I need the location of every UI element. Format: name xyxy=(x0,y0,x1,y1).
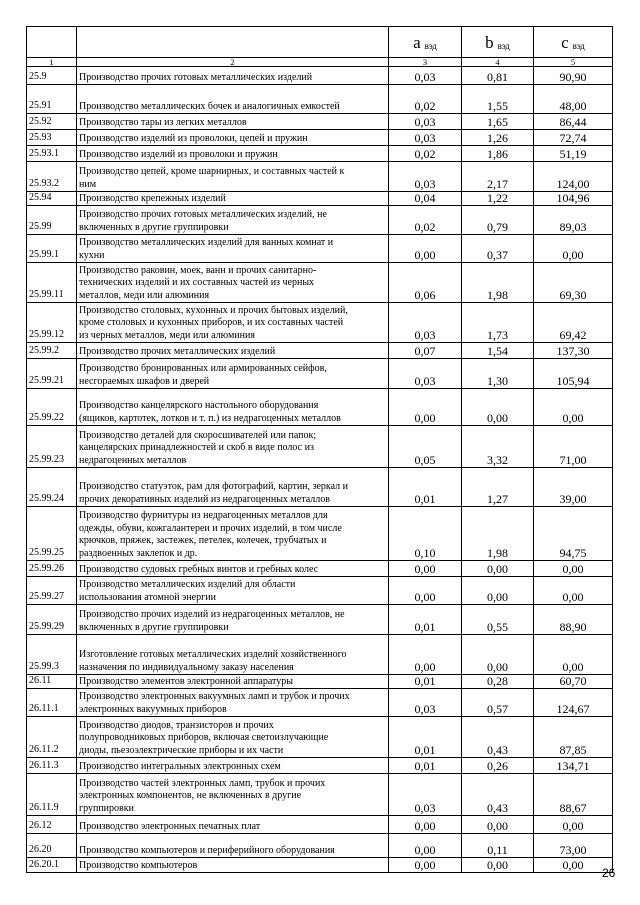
okved-code: 25.94 xyxy=(27,192,77,206)
table-row xyxy=(27,67,613,85)
activity-name-line: Производство электронных вакуумных ламп и трубок и прочих xyxy=(79,691,350,702)
activity-name-line: Производство интегральных электронных схем xyxy=(79,760,281,772)
value-c: 105,94 xyxy=(534,359,613,389)
activity-name xyxy=(77,717,389,758)
value-b: 1,98 xyxy=(462,263,534,303)
activity-name-line: Производство фурнитуры из недрагоценных металлов для xyxy=(79,510,328,521)
value-b: 0,81 xyxy=(462,67,534,85)
table-row xyxy=(27,426,613,468)
value-a: 0,03 xyxy=(389,162,462,192)
okved-code: 26.11.1 xyxy=(27,689,77,717)
value-c: 89,03 xyxy=(534,206,613,235)
table-row xyxy=(27,605,613,635)
value-a: 0,00 xyxy=(389,577,462,605)
column-number-row xyxy=(27,58,613,67)
value-b: 0,00 xyxy=(462,816,534,834)
header-a xyxy=(389,27,462,58)
value-a: 0,06 xyxy=(389,263,462,303)
activity-name-line: Производство столовых, кухонных и прочих бытовых изделий, xyxy=(79,304,348,316)
page-number: 26 xyxy=(602,866,616,880)
value-a: 0,00 xyxy=(389,561,462,577)
value-a: 0,03 xyxy=(389,114,462,130)
table-row xyxy=(27,162,613,192)
column-number: 4 xyxy=(462,58,534,67)
okved-code: 26.20 xyxy=(27,834,77,858)
table-row xyxy=(27,343,613,359)
okved-code: 25.99.3 xyxy=(27,635,77,675)
value-b: 1,26 xyxy=(462,130,534,146)
activity-name-line: Производство электронных печатных плат xyxy=(79,820,261,832)
activity-name xyxy=(77,85,389,114)
activity-name-line: (ящиков, картотек, лотков и т. п.) из недрагоценных металлов xyxy=(79,412,341,424)
okved-code: 25.93.1 xyxy=(27,146,77,162)
value-b: 0,00 xyxy=(462,561,534,577)
header-c-letter: c xyxy=(561,33,569,52)
activity-name xyxy=(77,343,389,359)
value-a: 0,02 xyxy=(389,146,462,162)
activity-name xyxy=(77,114,389,130)
value-b: 0,43 xyxy=(462,717,534,758)
okved-code: 25.99.1 xyxy=(27,235,77,263)
okved-code: 26.11.9 xyxy=(27,774,77,816)
activity-name-line: Производство частей электронных ламп, трубок и прочих xyxy=(79,777,326,789)
value-a: 0,07 xyxy=(389,343,462,359)
activity-name xyxy=(77,206,389,235)
activity-name xyxy=(77,130,389,146)
value-a: 0,00 xyxy=(389,389,462,426)
activity-name xyxy=(77,858,389,873)
column-number: 1 xyxy=(27,58,77,67)
activity-name-line: Производство диодов, транзисторов и прочих xyxy=(79,719,274,731)
value-c: 87,85 xyxy=(534,717,613,758)
activity-name xyxy=(77,235,389,263)
activity-name xyxy=(77,389,389,426)
header-cell-code xyxy=(27,27,77,58)
value-a: 0,01 xyxy=(389,468,462,507)
value-c: 0,00 xyxy=(534,235,613,263)
activity-name-line: Производство статуэток, рам для фотографий, картин, зеркал и xyxy=(79,481,348,492)
okved-code: 26.12 xyxy=(27,816,77,834)
table-row xyxy=(27,858,613,873)
activity-name-line: кухни xyxy=(79,249,105,261)
okved-code: 25.91 xyxy=(27,85,77,114)
table-row xyxy=(27,206,613,235)
activity-name xyxy=(77,303,389,343)
activity-name-line: Производство металлических бочек и аналогичных емкостей xyxy=(79,100,340,112)
value-c: 51,19 xyxy=(534,146,613,162)
okved-code: 25.92 xyxy=(27,114,77,130)
activity-name xyxy=(77,605,389,635)
value-b: 0,43 xyxy=(462,774,534,816)
activity-name-line: канцелярских принадлежностей и скоб в виде полос из xyxy=(79,442,314,453)
activity-name-line: Производство судовых гребных винтов и гребных колес xyxy=(79,563,319,575)
activity-name-line: Производство деталей для скоросшивателей или папок; xyxy=(79,429,317,441)
coefficients-table xyxy=(26,26,613,873)
value-b: 1,73 xyxy=(462,303,534,343)
value-c: 0,00 xyxy=(534,561,613,577)
column-number: 3 xyxy=(389,58,462,67)
okved-code: 25.99.12 xyxy=(27,303,77,343)
okved-code: 25.99.29 xyxy=(27,605,77,635)
value-c: 104,96 xyxy=(534,192,613,206)
table-row xyxy=(27,192,613,206)
value-b: 0,11 xyxy=(462,834,534,858)
activity-name-line: Производство элементов электронной аппаратуры xyxy=(79,675,293,687)
value-c: 124,00 xyxy=(534,162,613,192)
value-a: 0,00 xyxy=(389,858,462,873)
activity-name xyxy=(77,675,389,689)
activity-name-line: электронных компонентов, не включенных в другие xyxy=(79,790,302,801)
value-a: 0,03 xyxy=(389,774,462,816)
activity-name-line: несгораемых шкафов и дверей xyxy=(79,375,210,387)
table-header-row xyxy=(27,27,613,58)
value-c: 39,00 xyxy=(534,468,613,507)
value-a: 0,04 xyxy=(389,192,462,206)
okved-code: 25.99.24 xyxy=(27,468,77,507)
table-row xyxy=(27,816,613,834)
value-a: 0,03 xyxy=(389,303,462,343)
activity-name-line: электронных вакуумных приборов xyxy=(79,703,227,715)
table-row xyxy=(27,635,613,675)
okved-code: 26.11 xyxy=(27,675,77,689)
activity-name-line: Производство цепей, кроме шарнирных, и составных частей к xyxy=(79,166,345,177)
value-b: 0,37 xyxy=(462,235,534,263)
value-a: 0,10 xyxy=(389,507,462,561)
activity-name-line: Производство тары из легких металлов xyxy=(79,116,247,128)
activity-name-line: раздвоенных заклепок и др. xyxy=(79,547,198,559)
table-row xyxy=(27,130,613,146)
value-c: 88,90 xyxy=(534,605,613,635)
value-b: 1,22 xyxy=(462,192,534,206)
table-row xyxy=(27,758,613,774)
value-c: 94,75 xyxy=(534,507,613,561)
value-c: 137,30 xyxy=(534,343,613,359)
table-row xyxy=(27,675,613,689)
activity-name xyxy=(77,426,389,468)
activity-name-line: Производство раковин, моек, ванн и прочих санитарно- xyxy=(79,264,317,276)
value-b: 0,79 xyxy=(462,206,534,235)
table-row xyxy=(27,774,613,816)
table-row xyxy=(27,303,613,343)
activity-name xyxy=(77,774,389,816)
value-a: 0,01 xyxy=(389,605,462,635)
value-b: 1,54 xyxy=(462,343,534,359)
okved-code: 25.99.11 xyxy=(27,263,77,303)
activity-name-line: металлов, меди или алюминия xyxy=(79,289,210,301)
activity-name xyxy=(77,162,389,192)
value-c: 69,42 xyxy=(534,303,613,343)
activity-name-line: использования атомной энергии xyxy=(79,591,216,603)
activity-name-line: из черных металлов, меди или алюминия xyxy=(79,329,255,341)
okved-code: 25.99.26 xyxy=(27,561,77,577)
table-row xyxy=(27,146,613,162)
activity-name-line: недрагоценных металлов xyxy=(79,454,187,466)
table-row xyxy=(27,468,613,507)
value-b: 0,28 xyxy=(462,675,534,689)
table-row xyxy=(27,235,613,263)
value-c: 0,00 xyxy=(534,389,613,426)
value-a: 0,01 xyxy=(389,675,462,689)
activity-name-line: Производство изделий из проволоки, цепей и пружин xyxy=(79,132,308,144)
value-b: 0,00 xyxy=(462,635,534,675)
activity-name-line: диоды, пьезоэлектрические приборы и их части xyxy=(79,744,284,756)
value-c: 90,90 xyxy=(534,67,613,85)
value-a: 0,03 xyxy=(389,130,462,146)
okved-code: 25.99.23 xyxy=(27,426,77,468)
okved-code: 25.99.21 xyxy=(27,359,77,389)
value-c: 0,00 xyxy=(534,577,613,605)
value-c: 0,00 xyxy=(534,858,613,873)
okved-code: 25.99.22 xyxy=(27,389,77,426)
value-c: 88,67 xyxy=(534,774,613,816)
value-c: 73,00 xyxy=(534,834,613,858)
value-b: 1,27 xyxy=(462,468,534,507)
okved-code: 26.11.2 xyxy=(27,717,77,758)
table-row xyxy=(27,561,613,577)
value-a: 0,03 xyxy=(389,689,462,717)
value-c: 0,00 xyxy=(534,635,613,675)
table-row xyxy=(27,689,613,717)
activity-name xyxy=(77,758,389,774)
activity-name-line: полупроводниковых приборов, включая светоизлучающие xyxy=(79,732,329,743)
value-b: 1,65 xyxy=(462,114,534,130)
activity-name-line: Производство прочих металлических изделий xyxy=(79,345,276,357)
okved-code: 25.99.25 xyxy=(27,507,77,561)
value-a: 0,01 xyxy=(389,758,462,774)
activity-name xyxy=(77,67,389,85)
value-c: 86,44 xyxy=(534,114,613,130)
activity-name-line: включенных в другие группировки xyxy=(79,221,229,233)
table-row xyxy=(27,85,613,114)
value-b: 1,98 xyxy=(462,507,534,561)
activity-name-line: Производство прочих готовых металлических изделий, не xyxy=(79,209,327,220)
column-number: 2 xyxy=(77,58,389,67)
activity-name-line: Производство прочих готовых металлических изделий xyxy=(79,71,313,83)
column-number: 5 xyxy=(534,58,613,67)
value-b: 1,55 xyxy=(462,85,534,114)
value-a: 0,03 xyxy=(389,359,462,389)
value-b: 0,00 xyxy=(462,577,534,605)
activity-name xyxy=(77,146,389,162)
value-b: 0,57 xyxy=(462,689,534,717)
okved-code: 25.99 xyxy=(27,206,77,235)
activity-name xyxy=(77,561,389,577)
value-a: 0,03 xyxy=(389,67,462,85)
activity-name-line: группировки xyxy=(79,802,134,814)
activity-name xyxy=(77,192,389,206)
header-a-letter: a xyxy=(413,33,421,52)
activity-name-line: Производство металлических изделий для области xyxy=(79,579,296,590)
activity-name-line: Производство изделий из проволоки и пружин xyxy=(79,148,278,160)
table-row xyxy=(27,114,613,130)
value-a: 0,00 xyxy=(389,235,462,263)
value-c: 48,00 xyxy=(534,85,613,114)
activity-name-line: Производство компьютеров и периферийного оборудования xyxy=(79,844,335,856)
activity-name xyxy=(77,689,389,717)
activity-name-line: кроме столовых и кухонных приборов, и их составных частей xyxy=(79,317,344,328)
activity-name-line: ним xyxy=(79,178,97,190)
activity-name xyxy=(77,577,389,605)
activity-name xyxy=(77,507,389,561)
value-a: 0,00 xyxy=(389,834,462,858)
activity-name-line: технических изделий и их составных частей из черных xyxy=(79,277,315,288)
header-c-subscript: вэд xyxy=(572,40,585,51)
value-b: 0,26 xyxy=(462,758,534,774)
okved-code: 25.93.2 xyxy=(27,162,77,192)
value-c: 71,00 xyxy=(534,426,613,468)
value-a: 0,00 xyxy=(389,635,462,675)
header-b xyxy=(462,27,534,58)
value-a: 0,05 xyxy=(389,426,462,468)
value-b: 0,00 xyxy=(462,858,534,873)
table-row xyxy=(27,577,613,605)
activity-name-line: назначения по индивидуальному заказу населения xyxy=(79,661,294,673)
table-row xyxy=(27,263,613,303)
value-b: 0,55 xyxy=(462,605,534,635)
value-b: 3,32 xyxy=(462,426,534,468)
value-b: 1,86 xyxy=(462,146,534,162)
value-c: 134,71 xyxy=(534,758,613,774)
table-row xyxy=(27,359,613,389)
activity-name xyxy=(77,359,389,389)
value-b: 2,17 xyxy=(462,162,534,192)
activity-name xyxy=(77,263,389,303)
value-a: 0,01 xyxy=(389,717,462,758)
value-c: 60,70 xyxy=(534,675,613,689)
okved-code: 25.93 xyxy=(27,130,77,146)
okved-code: 26.20.1 xyxy=(27,858,77,873)
activity-name-line: Производство крепежных изделий xyxy=(79,192,226,204)
activity-name xyxy=(77,834,389,858)
activity-name-line: Производство канцелярского настольного оборудования xyxy=(79,400,319,411)
okved-code: 25.99.27 xyxy=(27,577,77,605)
table-row xyxy=(27,507,613,561)
activity-name-line: одежды, обуви, кожгалантереи и прочих изделий, в том числе xyxy=(79,522,342,534)
value-c: 124,67 xyxy=(534,689,613,717)
header-a-subscript: вэд xyxy=(424,40,437,51)
header-cell-name xyxy=(77,27,389,58)
activity-name-line: включенных в другие группировки xyxy=(79,621,229,633)
activity-name-line: Производство компьютеров xyxy=(79,859,198,871)
value-a: 0,02 xyxy=(389,85,462,114)
okved-code: 25.9 xyxy=(27,67,77,85)
header-b-letter: b xyxy=(485,33,494,52)
value-b: 0,00 xyxy=(462,389,534,426)
value-a: 0,00 xyxy=(389,816,462,834)
value-a: 0,02 xyxy=(389,206,462,235)
header-c xyxy=(534,27,613,58)
activity-name xyxy=(77,816,389,834)
value-c: 69,30 xyxy=(534,263,613,303)
okved-code: 26.11.3 xyxy=(27,758,77,774)
value-c: 0,00 xyxy=(534,816,613,834)
activity-name-line: Изготовление готовых металлических изделий хозяйственного xyxy=(79,649,347,660)
activity-name-line: прочих декоративных изделий из недрагоценных металлов xyxy=(79,493,330,505)
header-b-subscript: вэд xyxy=(497,40,510,51)
activity-name-line: Производство бронированных или армированных сейфов, xyxy=(79,363,327,374)
value-c: 72,74 xyxy=(534,130,613,146)
table-row xyxy=(27,834,613,858)
okved-code: 25.99.2 xyxy=(27,343,77,359)
value-b: 1,30 xyxy=(462,359,534,389)
activity-name-line: Производство металлических изделий для ванных комнат и xyxy=(79,237,334,248)
table-row xyxy=(27,717,613,758)
activity-name-line: Производство прочих изделий из недрагоценных металлов, не xyxy=(79,609,345,620)
activity-name xyxy=(77,635,389,675)
table-row xyxy=(27,389,613,426)
activity-name-line: крючков, пряжек, застежек, петелек, колечек, трубчатых и xyxy=(79,535,327,546)
activity-name xyxy=(77,468,389,507)
